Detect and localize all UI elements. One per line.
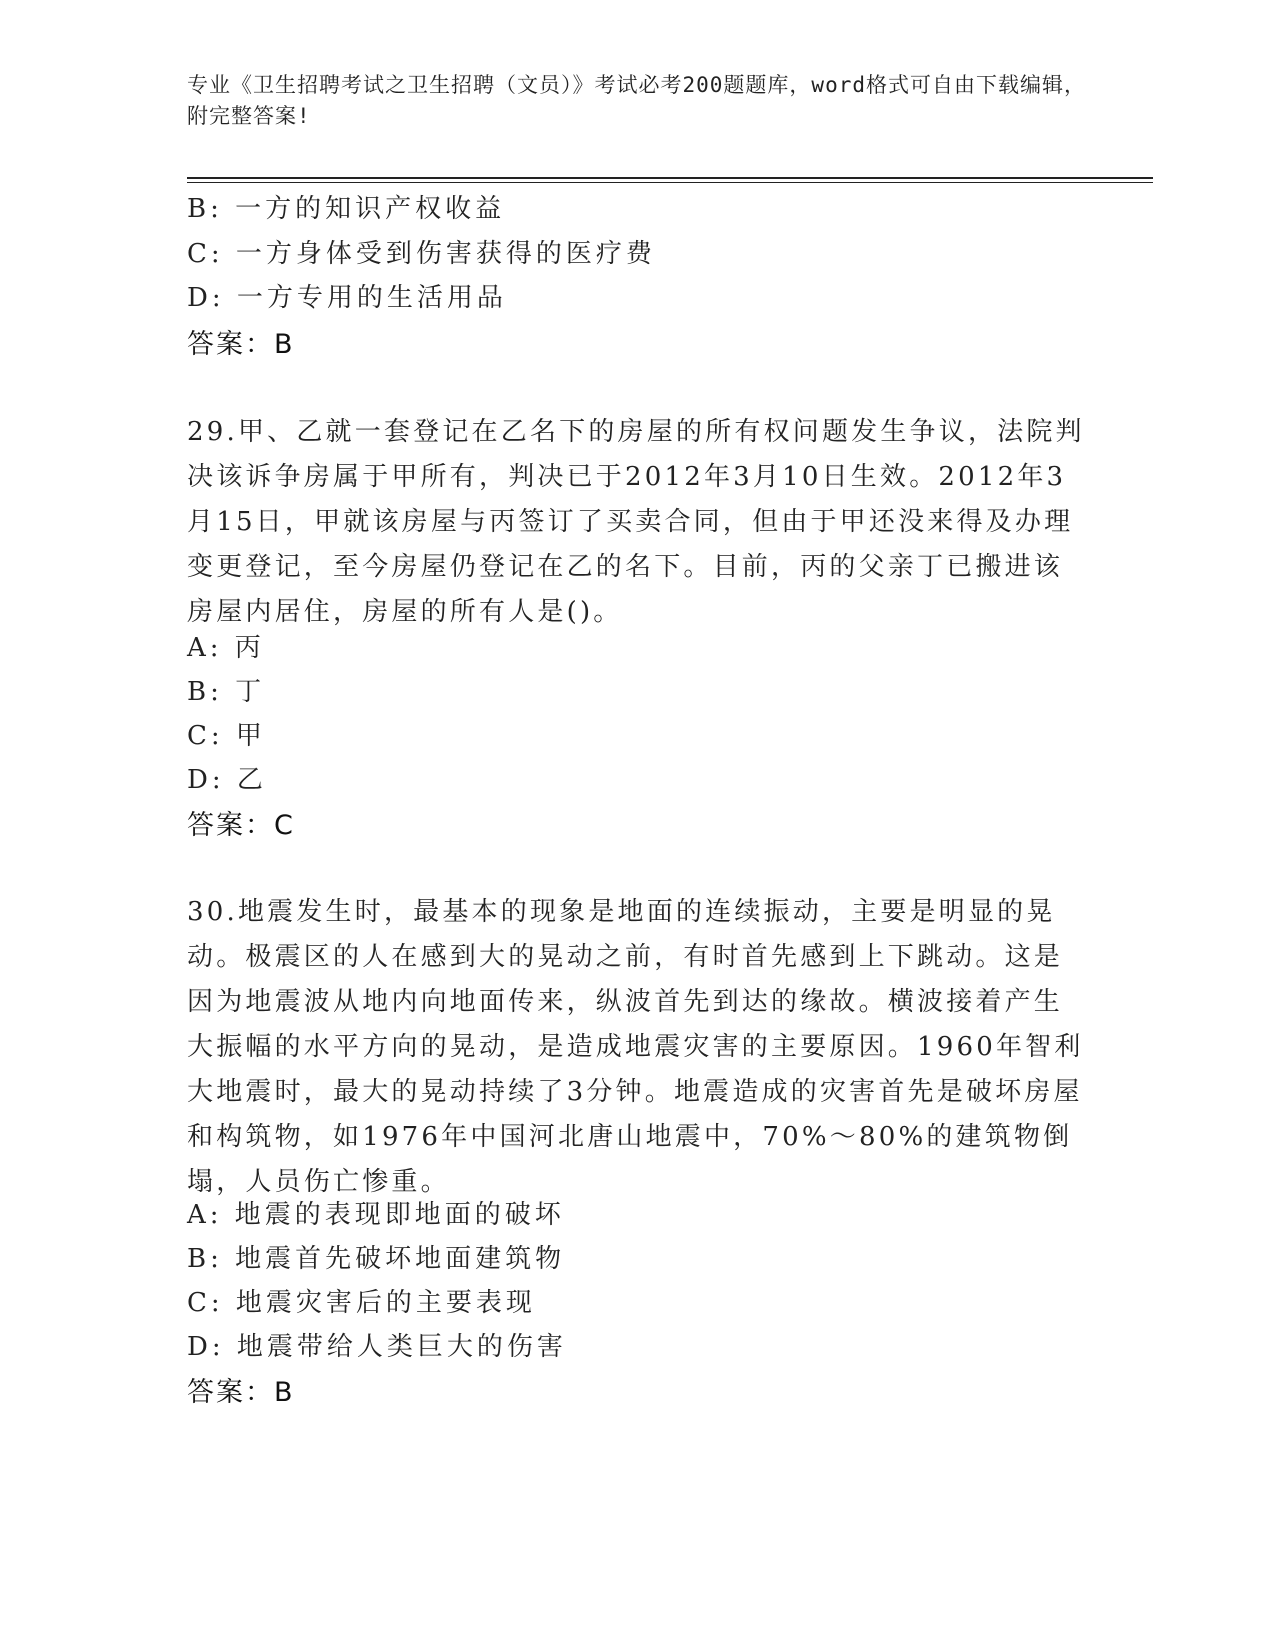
q29-option-c: C: 甲 xyxy=(187,721,266,751)
q30-answer: 答案：B xyxy=(187,1377,295,1408)
prev-option-d: D: 一方专用的生活用品 xyxy=(187,283,507,313)
header-divider-thin xyxy=(187,182,1153,183)
prev-option-b: B: 一方的知识产权收益 xyxy=(187,194,506,224)
document-header: 专业《卫生招聘考试之卫生招聘（文员）》考试必考200题题库，word格式可自由下载编辑，附完整答案! xyxy=(187,73,1086,128)
q30-option-d: D: 地震带给人类巨大的伤害 xyxy=(187,1332,567,1362)
q29-option-b: B: 丁 xyxy=(187,677,266,707)
q30-option-a: A: 地震的表现即地面的破坏 xyxy=(187,1200,565,1230)
prev-option-c: C: 一方身体受到伤害获得的医疗费 xyxy=(187,239,656,269)
q30-option-c: C: 地震灾害后的主要表现 xyxy=(187,1288,536,1318)
header-divider xyxy=(187,177,1153,179)
prev-answer: 答案：B xyxy=(187,329,295,360)
q29-option-d: D: 乙 xyxy=(187,765,267,795)
question-29-text: 29.甲、乙就一套登记在乙名下的房屋的所有权问题发生争议，法院判决该诉争房属于甲所有，判决已于2012年3月10日生效。2012年3月15日，甲就该房屋与丙签订了买卖合同，但由于甲还没来得及办理变更登记，至今房屋仍登记在乙的名下。目前，丙的父亲丁已搬进该房屋内居住，房屋的所有人是()。 xyxy=(187,417,1085,627)
q30-option-b: B: 地震首先破坏地面建筑物 xyxy=(187,1244,566,1274)
question-30-text: 30.地震发生时，最基本的现象是地面的连续振动，主要是明显的晃动。极震区的人在感到大的晃动之前，有时首先感到上下跳动。这是因为地震波从地内向地面传来，纵波首先到达的缘故。横波接着产生大振幅的水平方向的晃动，是造成地震灾害的主要原因。1960年智利大地震时，最大的晃动持续了3分钟。地震造成的灾害首先是破坏房屋和构筑物，如1976年中国河北唐山地震中，70%～80%的建筑物倒塌，人员伤亡惨重。 xyxy=(187,897,1084,1197)
q29-answer: 答案：C xyxy=(187,810,295,841)
q29-option-a: A: 丙 xyxy=(187,633,265,663)
